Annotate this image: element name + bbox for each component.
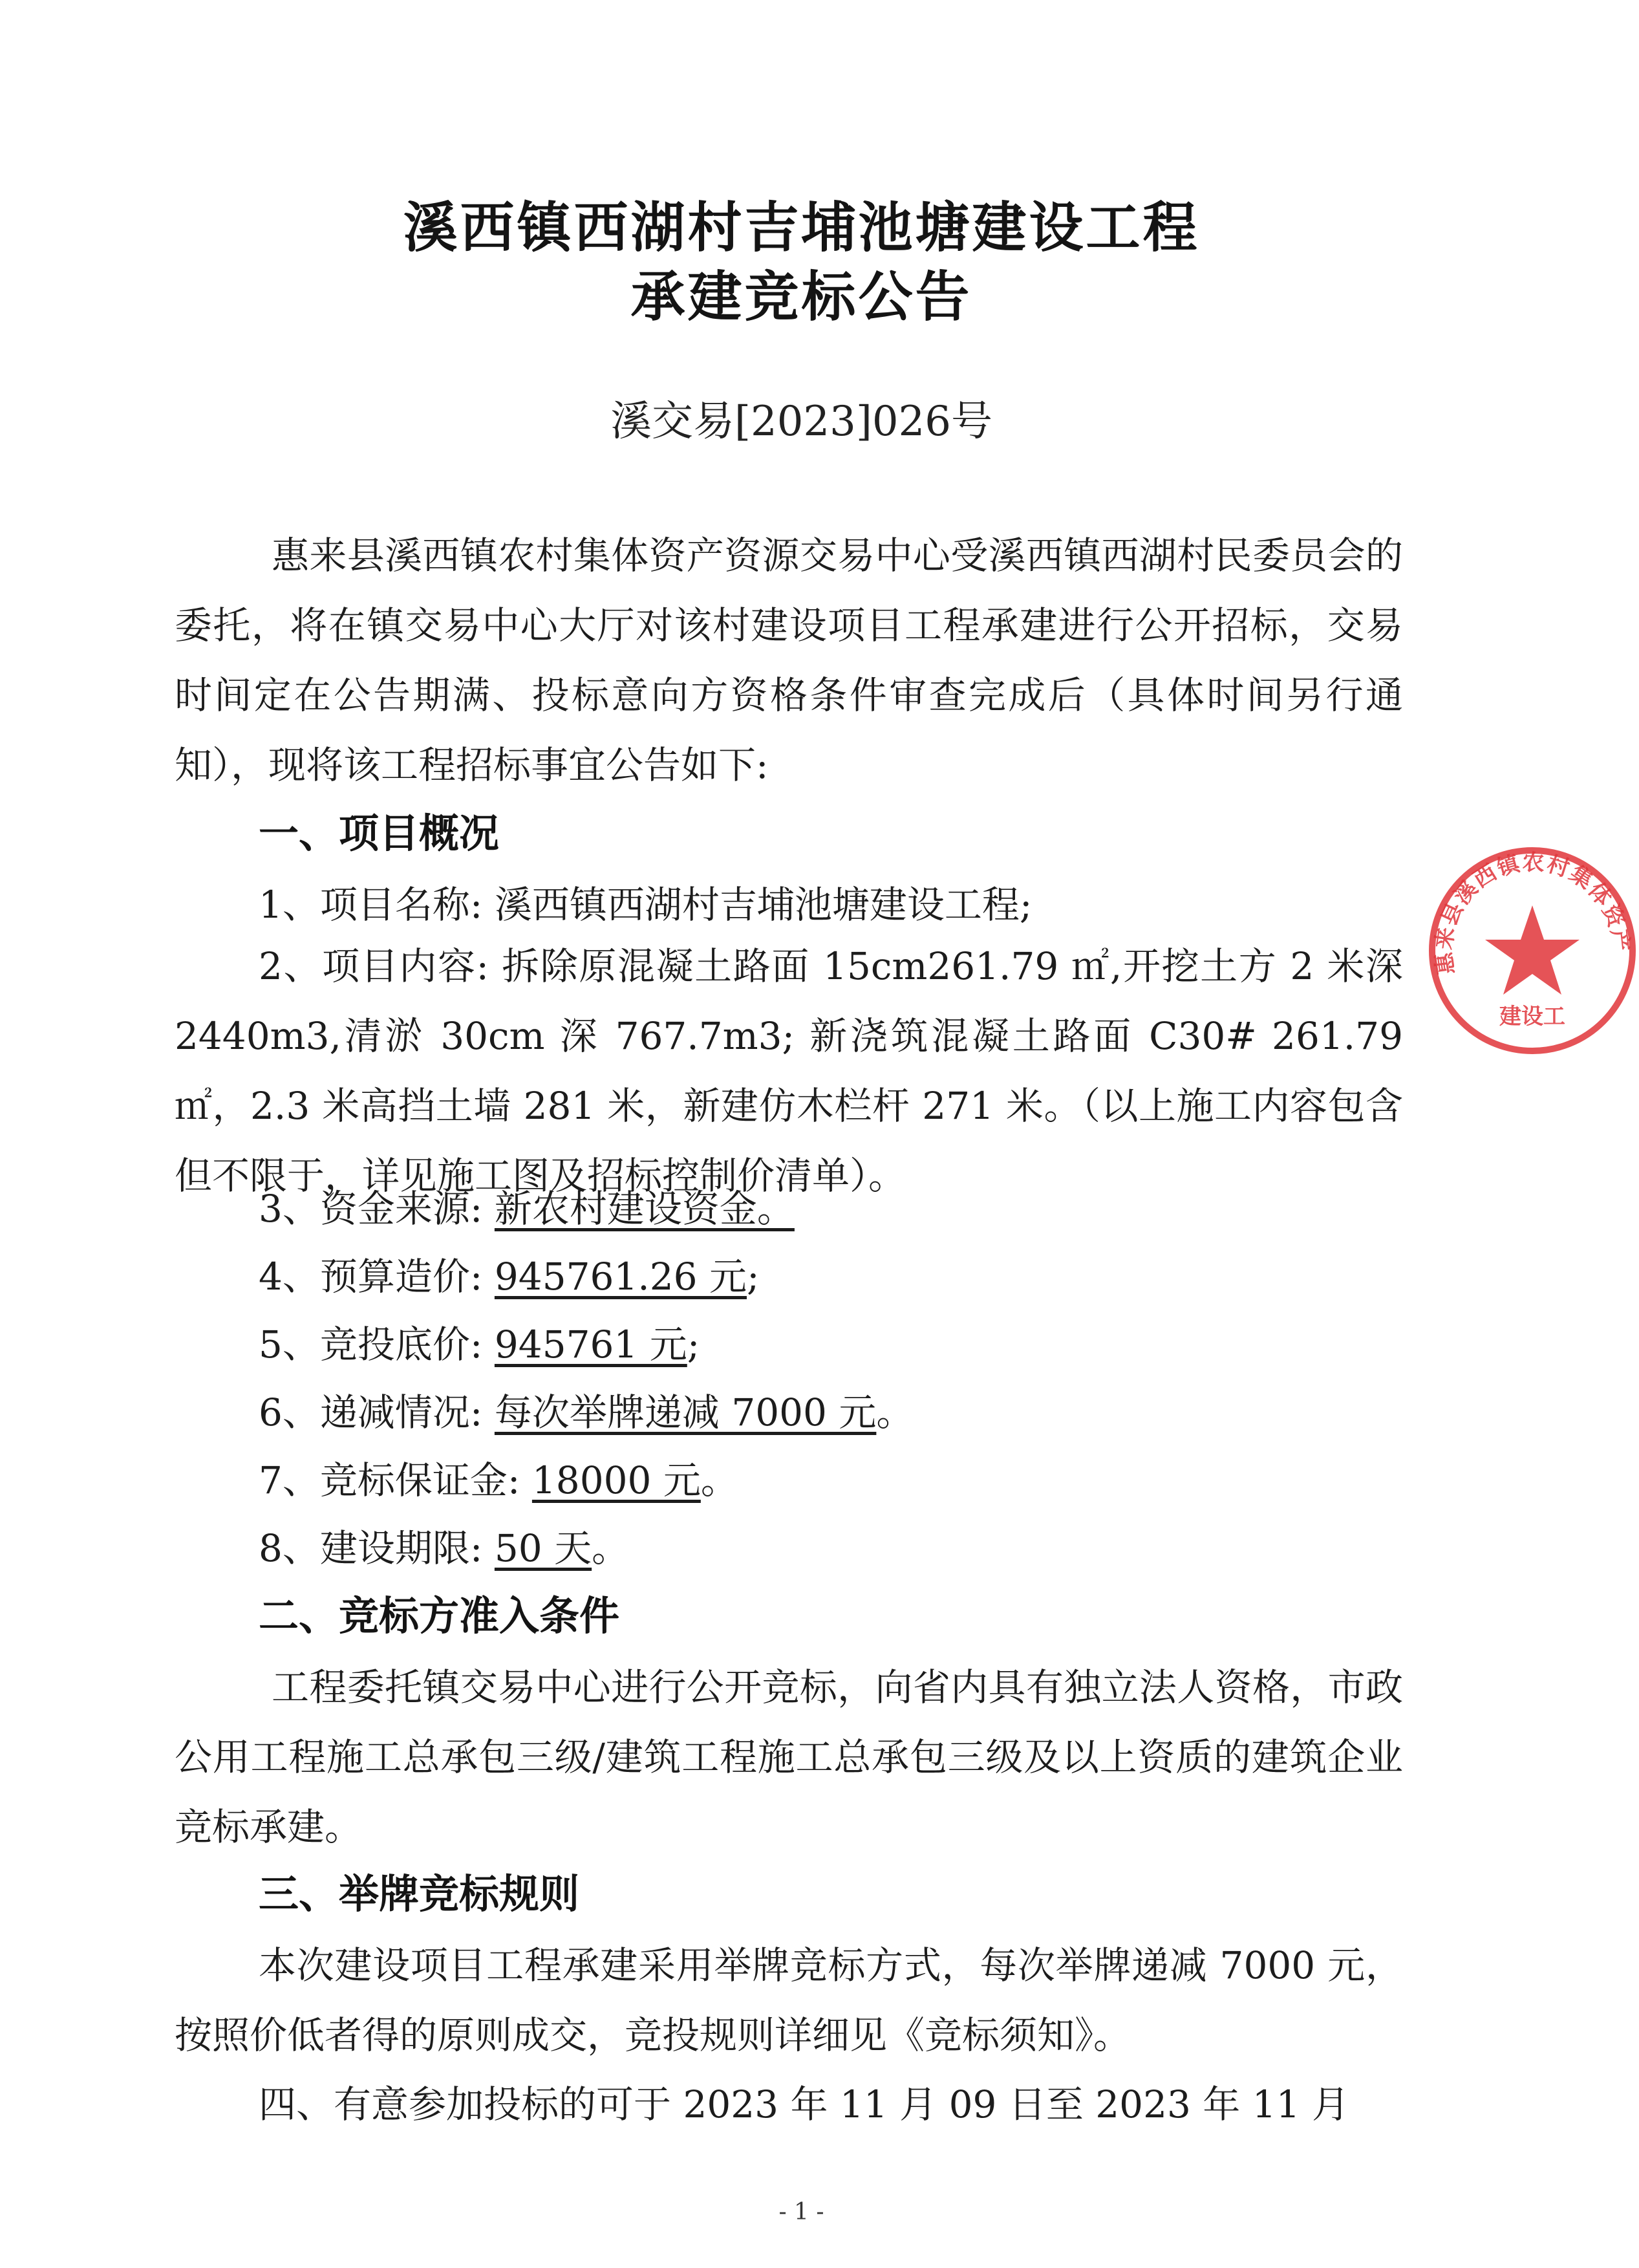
document-number: 溪交易[2023]026号	[610, 398, 992, 446]
document-title-line1: 溪西镇西湖村吉埔池塘建设工程	[403, 195, 1200, 259]
item3-fund-source	[259, 1174, 795, 1244]
item5-value: 945761 元	[494, 1323, 687, 1366]
section3-body: 本次建设项目工程承建采用举牌竞标方式，每次举牌递减 7000 元，按照价低者得的原则成交，竞投规则详细见《竞标须知》。	[175, 1943, 1403, 2057]
item6-decrement	[259, 1377, 914, 1447]
seal-bottom-text: 建设工	[1499, 1004, 1565, 1030]
item1-value: 溪西镇西湖村吉埔池塘建设工程;	[494, 883, 1033, 927]
section4-line: 四、有意参加投标的可于 2023 年 11 月 09 日至 2023 年 11 月	[259, 2082, 1349, 2126]
item4-budget	[259, 1242, 760, 1312]
item1-project-name	[259, 870, 1032, 940]
item8-suffix: 。	[592, 1526, 630, 1570]
item6-label: 6、递减情况:	[259, 1390, 483, 1434]
item8-construction-period	[259, 1513, 629, 1583]
item7-deposit	[259, 1445, 738, 1515]
intro-paragraph: 惠来县溪西镇农村集体资产资源交易中心受溪西镇西湖村民委员会的委托，将在镇交易中心大厅对该村建设项目工程承建进行公开招标，交易时间定在公告期满、投标意向方资格条件审查完成后（具体时间另行通知），现将该工程招标事宜公告如下:	[175, 534, 1403, 787]
item3-label: 3、资金来源:	[259, 1187, 483, 1231]
document-title-line2: 承建竞标公告	[630, 265, 972, 329]
item4-suffix: ;	[746, 1255, 760, 1299]
item4-label: 4、预算造价:	[259, 1255, 483, 1299]
item8-value: 50 天	[494, 1526, 592, 1570]
page-number: - 1 -	[778, 2199, 824, 2225]
item6-value: 每次举牌递减 7000 元	[494, 1390, 877, 1434]
item6-suffix: 。	[876, 1390, 914, 1434]
item2-project-content: 2、项目内容: 拆除原混凝土路面 15cm261.79 ㎡,开挖土方 2 米深 2440m3,清淤 30cm 深 767.7m3; 新浇筑混凝土路面 C30# 261.79 ㎡，2.3 米高挡土墙 281 米，新建仿木栏杆 271 米。（以上施工内容包含但不限于，详见施工图及招标控制价清单）。	[175, 944, 1403, 1198]
item5-label: 5、竞投底价:	[259, 1323, 483, 1366]
section1-heading: 一、项目概况	[259, 810, 500, 857]
section3-heading: 三、举牌竞标规则	[259, 1870, 580, 1917]
section2-body: 工程委托镇交易中心进行公开竞标，向省内具有独立法人资格，市政公用工程施工总承包三级/建筑工程施工总承包三级及以上资质的建筑企业竞标承建。	[175, 1665, 1403, 1849]
seal-arc-text: 惠来县溪西镇农村集体资产	[1431, 849, 1634, 977]
item5-suffix: ;	[687, 1323, 700, 1366]
item7-value: 18000 元	[531, 1458, 701, 1502]
item7-label: 7、竞标保证金:	[259, 1458, 520, 1502]
item5-base-price	[259, 1310, 700, 1379]
official-seal	[1426, 844, 1639, 1057]
item4-value: 945761.26 元	[494, 1255, 747, 1299]
item7-suffix: 。	[700, 1458, 738, 1502]
item3-value: 新农村建设资金。	[494, 1187, 795, 1231]
item8-label: 8、建设期限:	[259, 1526, 483, 1570]
item1-label: 1、项目名称:	[259, 883, 483, 927]
seal-star-icon	[1485, 905, 1580, 995]
section2-heading: 二、竞标方准入条件	[259, 1592, 620, 1639]
